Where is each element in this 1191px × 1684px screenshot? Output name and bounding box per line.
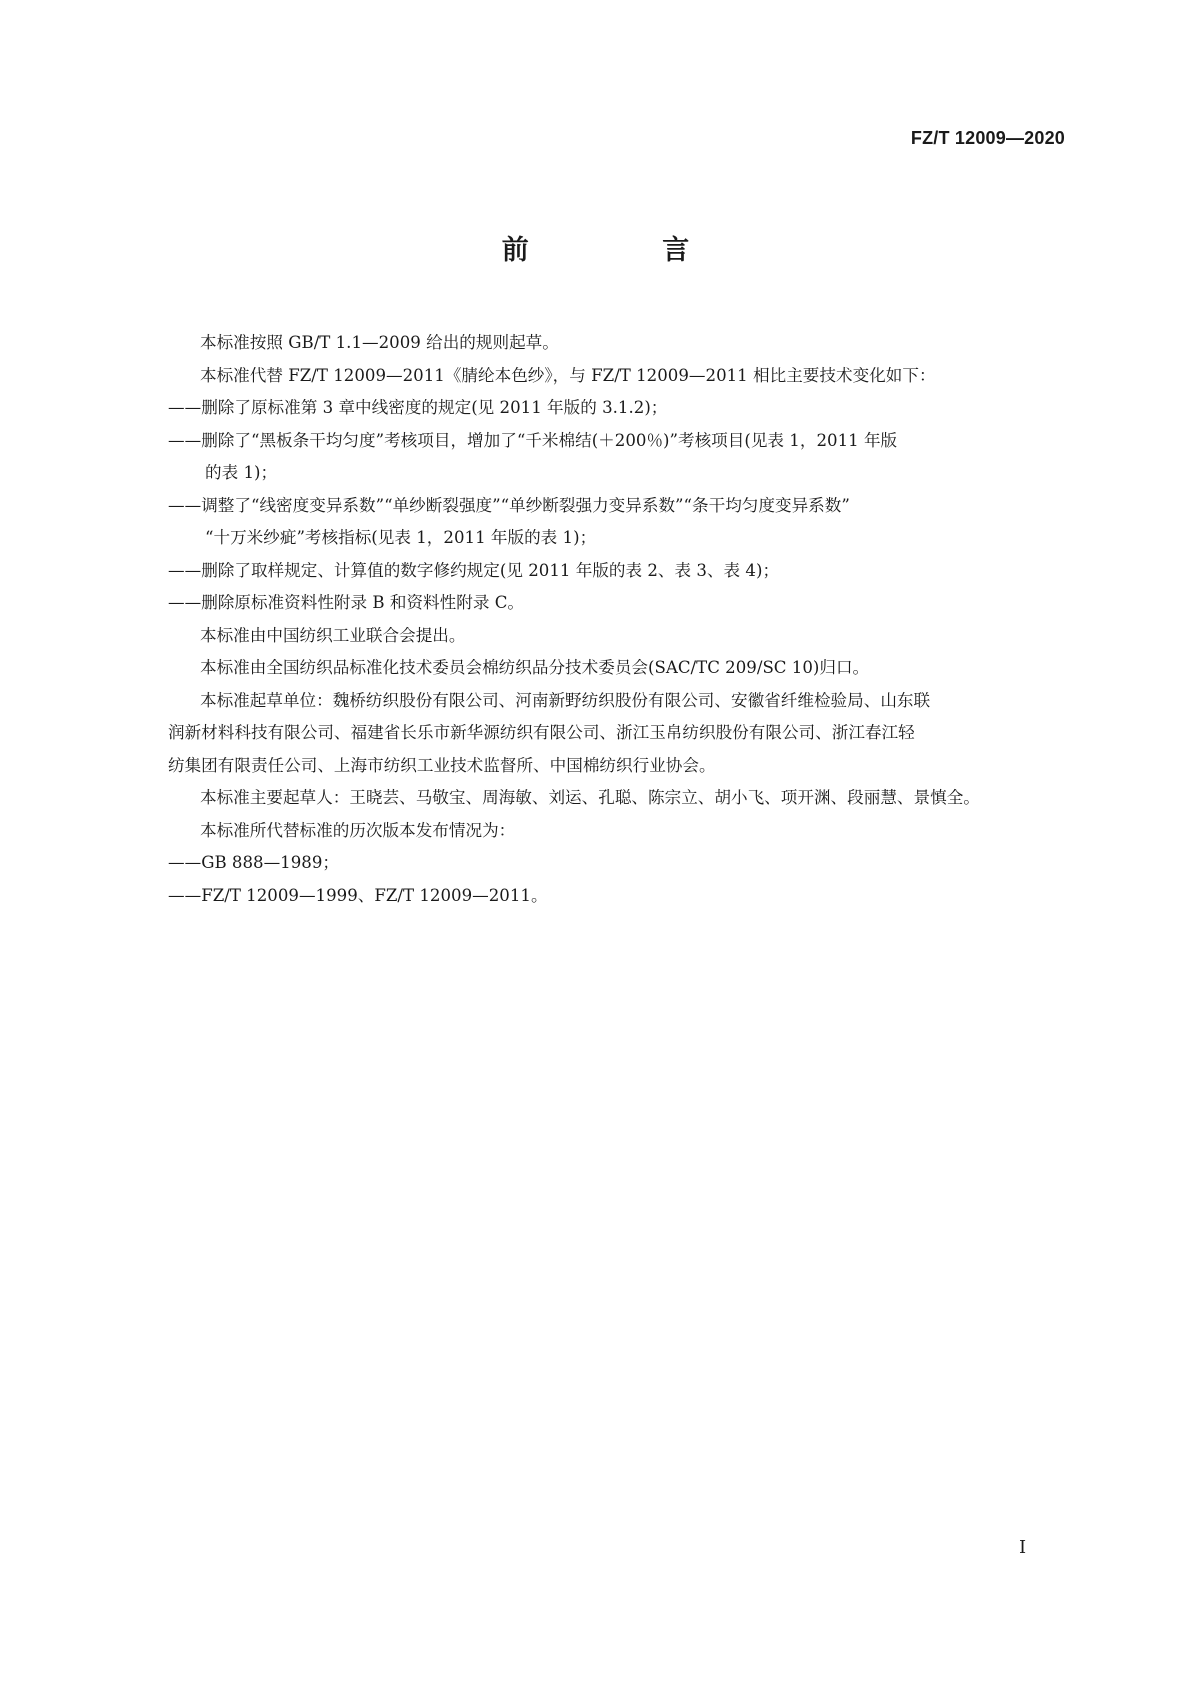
paragraph-drafters: 本标准主要起草人：王晓芸、马敬宝、周海敏、刘运、孔聪、陈宗立、胡小飞、项开渊、段丽慧、景慎全。: [200, 788, 980, 807]
document-body: [168, 327, 1058, 912]
drafting-units-line: 纺集团有限责任公司、上海市纺织工业技术监督所、中国棉纺织行业协会。: [168, 755, 716, 775]
change-item-line: ——删除了“黑板条干均匀度”考核项目，增加了“千米棉结(＋200％)”考核项目(见表 1，2011 年版: [168, 430, 898, 450]
change-item: [168, 490, 1058, 555]
page-title: 前 言: [501, 235, 752, 266]
change-item: [168, 425, 1058, 490]
paragraph-proposer: 本标准由中国纺织工业联合会提出。: [200, 625, 466, 645]
change-item: ——删除了取样规定、计算值的数字修约规定(见 2011 年版的表 2、表 3、表 4)；: [168, 560, 780, 580]
paragraph-drafting-units: [168, 685, 1058, 783]
drafting-units-line: 润新材料科技有限公司、福建省长乐市新华源纺织有限公司、浙江玉帛纺织股份有限公司、浙江春江轻: [168, 723, 915, 742]
paragraph-drafting-rules: 本标准按照 GB/T 1.1—2009 给出的规则起草。: [200, 333, 559, 352]
history-item: ——GB 888—1989；: [168, 853, 340, 872]
page-number: I: [1019, 1537, 1027, 1558]
change-item-line: ——调整了“线密度变异系数”“单纱断裂强度”“单纱断裂强力变异系数”“条干均匀度变异系数”: [168, 495, 850, 515]
history-item: ——FZ/T 12009—1999、FZ/T 12009—2011。: [168, 885, 548, 905]
change-item: ——删除原标准资料性附录 B 和资料性附录 C。: [168, 593, 524, 612]
paragraph-replaces: 本标准代替 FZ/T 12009—2011《腈纶本色纱》，与 FZ/T 12009—2011 相比主要技术变化如下：: [200, 365, 936, 385]
paragraph-history-intro: 本标准所代替标准的历次版本发布情况为：: [200, 820, 516, 840]
change-item-continuation: “十万米纱疵”考核指标(见表 1，2011 年版的表 1)；: [205, 528, 597, 547]
change-item: ——删除了原标准第 3 章中线密度的规定(见 2011 年版的 3.1.2)；: [168, 398, 668, 417]
standard-code: FZ/T 12009—2020: [910, 128, 1065, 148]
paragraph-centralized: 本标准由全国纺织品标准化技术委员会棉纺织品分技术委员会(SAC/TC 209/SC 10)归口。: [200, 658, 870, 677]
change-item-continuation: 的表 1)；: [205, 463, 278, 482]
drafting-units-line: 本标准起草单位：魏桥纺织股份有限公司、河南新野纺织股份有限公司、安徽省纤维检验局、山东联: [200, 690, 931, 710]
